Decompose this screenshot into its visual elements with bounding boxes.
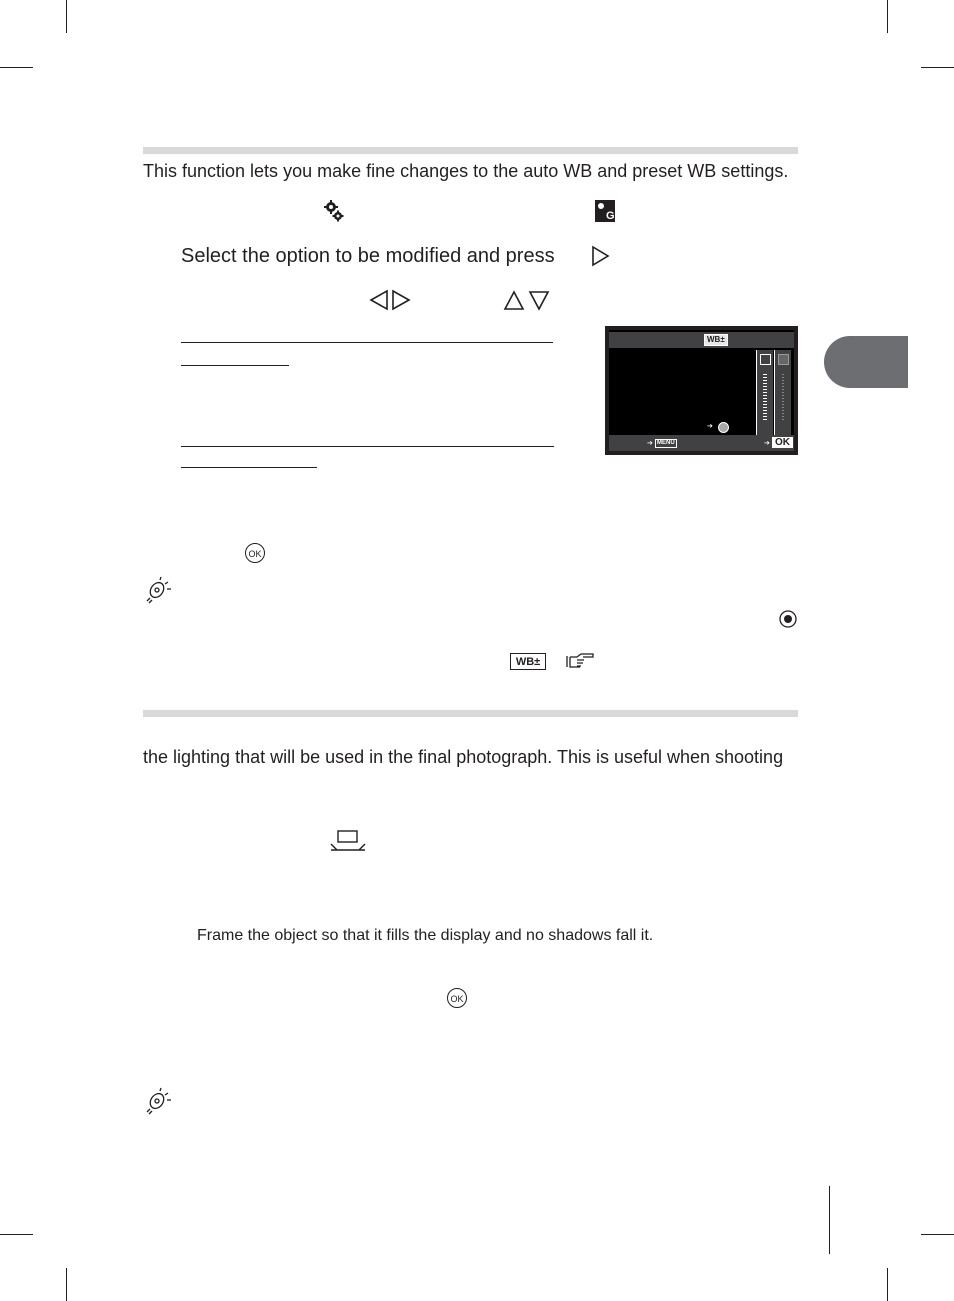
- screen-header: [609, 332, 794, 348]
- crop-mark: [887, 1268, 888, 1301]
- lightbulb-tip-icon: [145, 576, 175, 604]
- crop-mark: [0, 1234, 33, 1235]
- screen-area: [609, 330, 794, 451]
- camera-screen: [605, 326, 798, 455]
- crop-mark: [66, 0, 67, 33]
- section-rule: [143, 710, 798, 717]
- ok-arrow: ➔: [764, 440, 770, 447]
- table-line: [181, 342, 553, 343]
- gear-icon: [323, 199, 345, 223]
- target-marker: ➔: [707, 423, 713, 430]
- screen-footer: [609, 435, 794, 451]
- target-icon: [778, 609, 798, 629]
- ok-button-icon: OK: [447, 988, 467, 1008]
- ok-button-icon: OK: [245, 543, 265, 563]
- crop-mark: [66, 1268, 67, 1301]
- step-select-text: Select the option to be modified and press: [181, 245, 555, 267]
- frame-instruction: Frame the object so that it fills the display and no shadows fall it.: [197, 927, 654, 944]
- triangle-left-right-icon: [368, 289, 412, 311]
- wb-scale-b: [774, 350, 791, 436]
- wb-scale-a: [756, 350, 773, 436]
- wb-fine-icon: WB±: [510, 653, 546, 670]
- crop-mark: [921, 67, 954, 68]
- table-line: [181, 467, 317, 468]
- svg-text:G: G: [606, 210, 615, 222]
- menu-label: MENU: [657, 440, 675, 446]
- wb-badge: WB±: [704, 334, 728, 346]
- triangle-right-icon: [591, 245, 611, 267]
- margin-line: [829, 1186, 830, 1254]
- intro-text: This function lets you make fine changes to the auto WB and preset WB settings.: [143, 161, 789, 181]
- back-arrow: ➔: [647, 440, 653, 447]
- one-touch-wb-icon: [330, 829, 366, 853]
- custom-menu-g-icon: [595, 200, 615, 222]
- chapter-tab: [824, 336, 908, 388]
- pointing-hand-icon: [565, 652, 595, 670]
- table-line: [181, 365, 289, 366]
- crop-mark: [921, 1234, 954, 1235]
- section2-line: the lighting that will be used in the final photograph. This is useful when shooting: [143, 747, 784, 767]
- crop-mark: [0, 67, 33, 68]
- lightbulb-tip-icon: [145, 1087, 175, 1115]
- ok-label: OK: [772, 437, 793, 448]
- target-icon: [718, 422, 729, 433]
- section-rule: [143, 147, 798, 154]
- triangle-up-down-icon: [503, 290, 551, 311]
- table-line: [181, 446, 554, 447]
- crop-mark: [887, 0, 888, 33]
